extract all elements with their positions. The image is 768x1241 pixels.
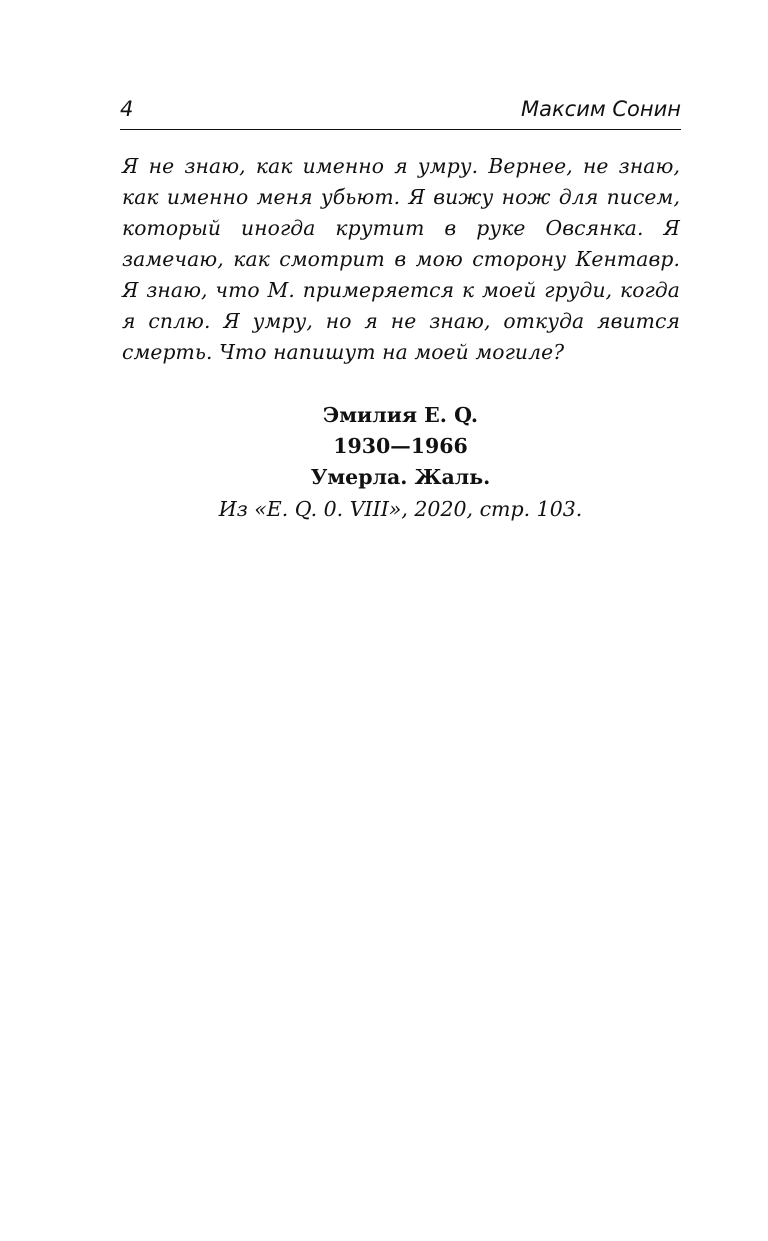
epitaph-source: Из «E. Q. 0. VIII», 2020, стр. 103. xyxy=(218,497,583,521)
page-number: 4 xyxy=(120,97,134,121)
epitaph-name: Эмилия Е. Q. xyxy=(322,403,479,427)
running-header xyxy=(120,95,681,130)
author-name: Максим Сонин xyxy=(520,97,681,121)
body-paragraph: Я не знаю, как именно я умру. Вернее, не знаю, как именно меня убьют. Я вижу нож для писем, который иногда крутит в руке Овсянка. Я замечаю, как смотрит в мою сторону Кентавр. Я знаю, что М. примеряется к моей груди, когда я сплю. Я умру, но я не знаю, откуда явится смерть. Что напишут на моей могиле? xyxy=(122,154,680,364)
epitaph-block xyxy=(120,400,681,526)
epitaph-years: 1930—1966 xyxy=(333,434,468,458)
epitaph-inscription: Умерла. Жаль. xyxy=(310,465,491,489)
